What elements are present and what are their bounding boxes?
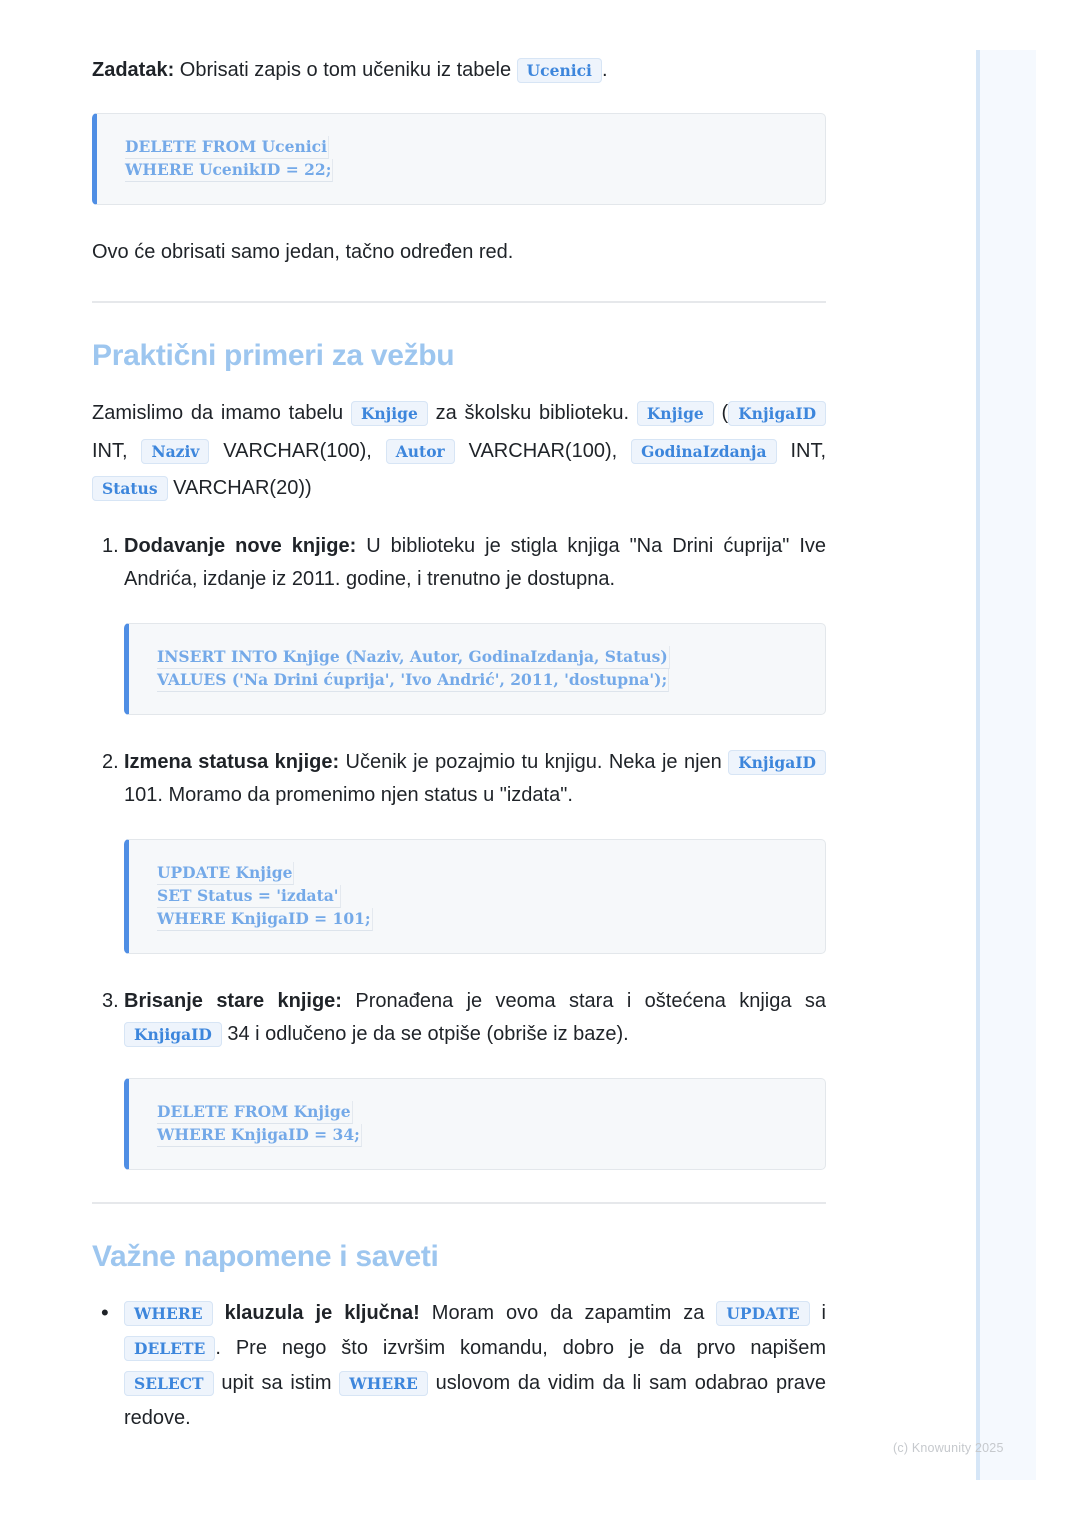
list-item: 2. Izmena statusa knjige: Učenik je pozajmio tu knjigu. Neka je njen KnjigaID 101. Moramo da promenimo njen status u "izdata". UPDATE Knjige SET Status = 'izdata' WHERE KnjigaID = 101; — [92, 746, 826, 954]
code-line: WHERE KnjigaID = 101; — [157, 908, 373, 931]
document-body — [92, 50, 826, 1435]
code-line: DELETE FROM Knjige — [157, 1101, 353, 1124]
code-line: DELETE FROM Ucenici — [125, 136, 329, 159]
inline-code: Knjige — [351, 401, 428, 426]
task-paragraph: Zadatak: Obrisati zapis o tom učeniku iz tabele Ucenici . — [92, 59, 608, 81]
inline-code: DELETE — [124, 1336, 215, 1361]
inline-code: WHERE — [124, 1301, 213, 1326]
inline-code: Knjige — [637, 401, 714, 426]
code-line: WHERE UcenikID = 22; — [125, 159, 333, 182]
code-line: SET Status = 'izdata' — [157, 885, 341, 908]
section-heading: Praktični primeri za vežbu — [92, 339, 455, 372]
inline-code: KnjigaID — [728, 750, 826, 775]
intro-table-paragraph: Zamislimo da imamo tabelu Knjige za školsku biblioteku. Knjige ( KnjigaID INT, Naziv VARCHAR(100), Autor VARCHAR(100), GodinaIzdanja INT, Status VARCHAR(20)) — [92, 402, 827, 499]
note-paragraph: Ovo će obrisati samo jedan, tačno određen red. — [92, 241, 514, 263]
inline-code: KnjigaID — [124, 1022, 222, 1047]
code-line: VALUES ('Na Drini ćuprija', 'Ivo Andrić', 2011, 'dostupna'); — [157, 669, 669, 692]
item-title: Dodavanje nove knjige: — [124, 534, 357, 557]
inline-code: SELECT — [124, 1371, 214, 1396]
inline-code: Ucenici — [517, 58, 602, 83]
list-number: 1. — [102, 534, 119, 557]
inline-code: Naziv — [141, 439, 209, 464]
item-title: Brisanje stare knjige: — [124, 989, 342, 1012]
inline-code: KnjigaID — [728, 401, 826, 426]
code-line: INSERT INTO Knjige (Naziv, Autor, GodinaIzdanja, Status) — [157, 646, 670, 669]
inline-code: UPDATE — [716, 1301, 809, 1326]
inline-code: Autor — [386, 439, 455, 464]
inline-code: WHERE — [339, 1371, 428, 1396]
task-label: Zadatak: — [92, 59, 175, 81]
right-margin-panel — [976, 50, 1036, 1480]
section-heading: Važne napomene i saveti — [92, 1239, 439, 1273]
examples-list — [92, 530, 826, 1170]
copyright-footer: (c) Knowunity 2025 — [893, 1441, 1004, 1455]
list-number: 2. — [102, 750, 119, 773]
code-block-delete-ucenici — [92, 113, 826, 205]
item-title: Izmena statusa knjige: — [124, 750, 340, 773]
inline-code: GodinaIzdanja — [631, 439, 776, 464]
list-item: 3. Brisanje stare knjige: Pronađena je veoma stara i oštećena knjiga sa KnjigaID 34 i odlučeno je da se otpiše (obriše iz baze). DELETE FROM Knjige WHERE KnjigaID = 34; — [92, 985, 826, 1170]
section-divider — [92, 301, 826, 303]
code-block-delete-knjige — [124, 1078, 826, 1170]
bullet-dot: • — [101, 1299, 109, 1325]
list-number: 3. — [102, 989, 119, 1012]
code-block-insert — [124, 623, 826, 715]
code-line: UPDATE Knjige — [157, 862, 294, 885]
section-divider — [92, 1202, 826, 1204]
inline-code: Status — [92, 476, 168, 501]
task-text: Obrisati zapis o tom učeniku iz tabele — [174, 59, 517, 81]
bullet-title: klauzula je ključna! — [212, 1301, 420, 1324]
code-block-update — [124, 839, 826, 954]
list-item: 1. Dodavanje nove knjige: U biblioteku je stigla knjiga "Na Drini ćuprija" Ive Andrića, izdanje iz 2011. godine, i trenutno je dostupna. INSERT INTO Knjige (Naziv, Autor, GodinaIzdanja, Status) VALUES ('Na Drini ćuprija', 'Ivo Andrić', 2011, 'dostupna'); — [92, 530, 826, 715]
bullet-item: • WHERE klauzula je ključna! Moram ovo da zapamtim za UPDATE i DELETE . Pre nego što izvršim komandu, dobro je da prvo napišem SELECT upit sa istim WHERE uslovom da vidim da li sam odabrao prave redove. — [92, 1296, 826, 1435]
code-line: WHERE KnjigaID = 34; — [157, 1124, 362, 1147]
